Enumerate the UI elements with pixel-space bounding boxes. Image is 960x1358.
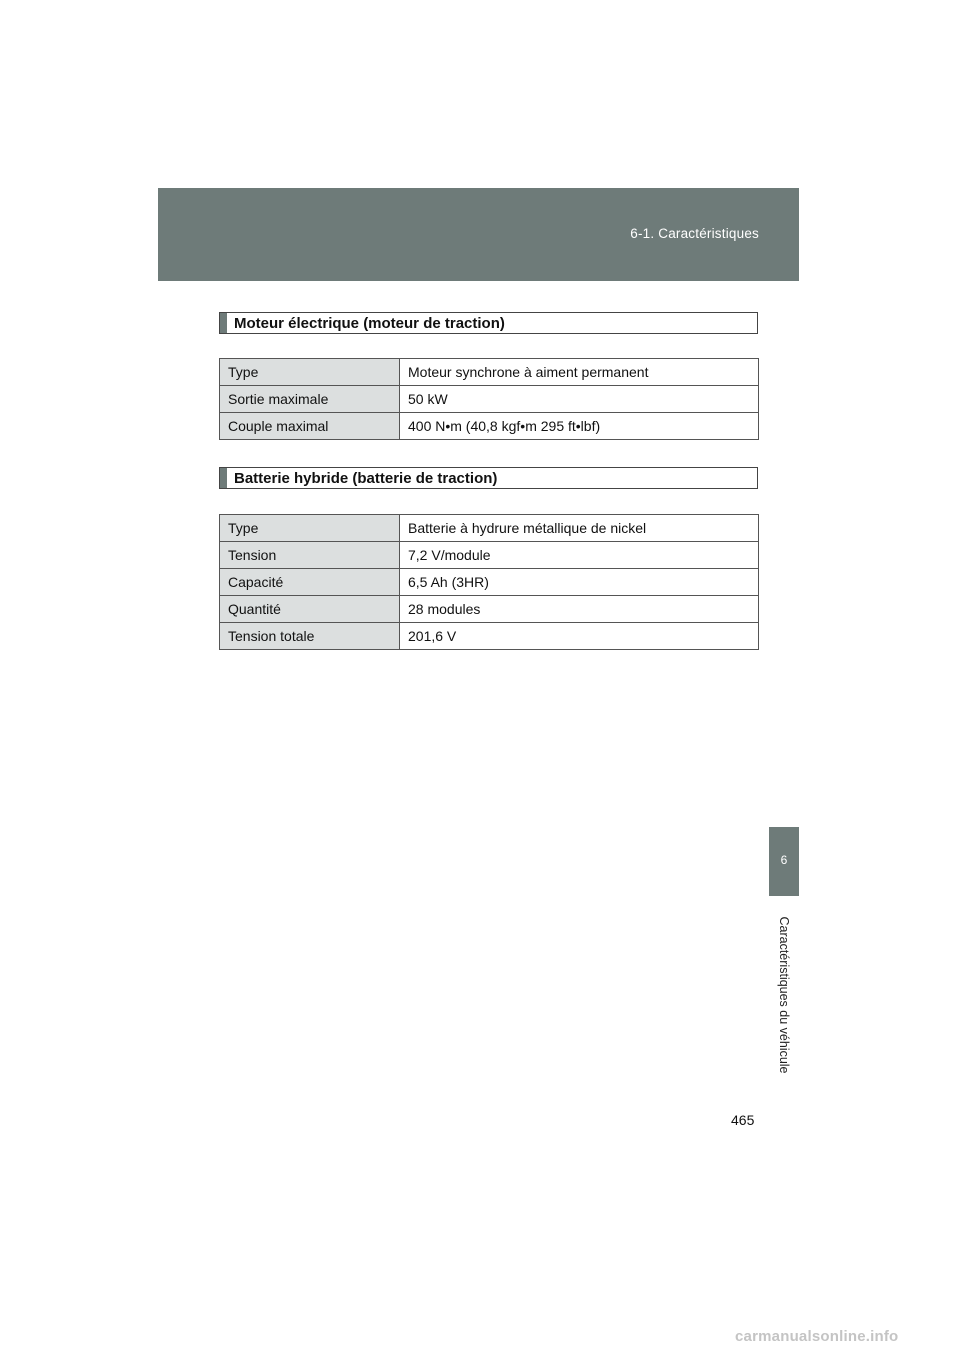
spec-value: 7,2 V/module	[400, 542, 759, 569]
spec-key: Type	[220, 515, 400, 542]
spec-key: Type	[220, 359, 400, 386]
spec-value: 6,5 Ah (3HR)	[400, 569, 759, 596]
section-title: Batterie hybride (batterie de traction)	[234, 470, 498, 487]
table-row	[220, 569, 759, 596]
chapter-label: Caractéristiques du véhicule	[777, 916, 791, 1074]
section-heading-hybrid-battery	[219, 467, 758, 489]
table-row	[220, 515, 759, 542]
spec-key: Quantité	[220, 596, 400, 623]
spec-key: Tension	[220, 542, 400, 569]
spec-key: Sortie maximale	[220, 386, 400, 413]
spec-key: Capacité	[220, 569, 400, 596]
section-title: Moteur électrique (moteur de traction)	[234, 315, 505, 332]
spec-key: Tension totale	[220, 623, 400, 650]
chapter-number: 6	[780, 853, 788, 867]
table-row	[220, 386, 759, 413]
table-row	[220, 542, 759, 569]
heading-accent-bar	[220, 468, 227, 488]
header-band	[158, 188, 799, 281]
spec-table-hybrid-battery	[219, 514, 759, 650]
chapter-tab	[769, 827, 799, 896]
spec-key: Couple maximal	[220, 413, 400, 440]
spec-value: Batterie à hydrure métallique de nickel	[400, 515, 759, 542]
spec-value: 400 N•m (40,8 kgf•m 295 ft•lbf)	[400, 413, 759, 440]
watermark[interactable]: carmanualsonline.info	[735, 1328, 899, 1345]
spec-value: 50 kW	[400, 386, 759, 413]
spec-table-electric-motor	[219, 358, 759, 440]
table-row	[220, 359, 759, 386]
page-number: 465	[731, 1112, 755, 1128]
section-heading-electric-motor	[219, 312, 758, 334]
spec-value: Moteur synchrone à aiment permanent	[400, 359, 759, 386]
heading-accent-bar	[220, 313, 227, 333]
spec-value: 201,6 V	[400, 623, 759, 650]
section-breadcrumb: 6-1. Caractéristiques	[630, 226, 759, 241]
table-row	[220, 623, 759, 650]
spec-value: 28 modules	[400, 596, 759, 623]
table-row	[220, 413, 759, 440]
table-row	[220, 596, 759, 623]
